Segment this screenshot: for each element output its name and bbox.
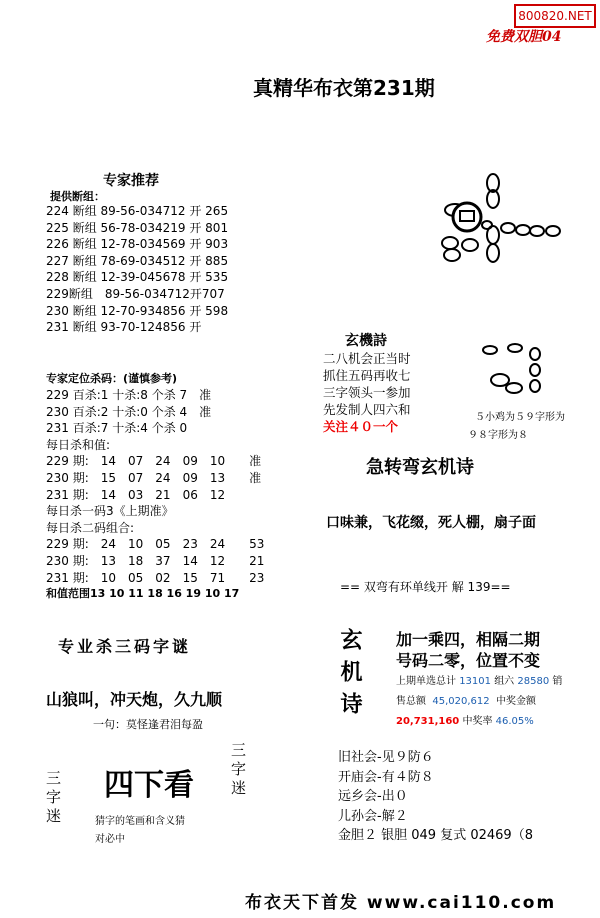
riddle-word-right: 三字迷 [229,742,247,799]
list-item: 抓住五码再收七 [323,368,411,383]
img-text2: ９８字形为８ [468,430,528,441]
poem-line1: 加一乘四，相隔二期 [396,630,541,649]
stats-value: 45,020,612 [432,696,490,707]
list-item: 229 百杀:1 十杀:8 个杀 7 准 [46,388,212,402]
stats-value: 20,731,160 [396,716,460,727]
list-item: 229断组 89-56-034712开707 [46,286,225,301]
site-badge[interactable]: 800820.NET [514,4,596,28]
list-item: 每日杀一码3《上期准》 [46,504,174,519]
free-label: 免费双胆04 [486,29,562,45]
list-item: 儿孙会-解２ [338,808,408,824]
list-item: 金胆２ 银胆 049 复式 02469（8 [338,828,533,843]
list-item: 231 期: 14 03 21 06 12 [46,487,226,502]
list-item: 228 断组 12-39-045678 开 535 [46,270,229,285]
stats-value: 28580 [517,676,550,687]
expert-sub: 提供断组： [50,190,105,203]
list-item: 231 期: 10 05 02 15 71 23 [46,570,265,585]
list-item: 每日杀二码组合: [46,520,135,535]
footer: 布衣天下首发 www.cai110.com [245,893,557,913]
list-item: 225 断组 56-78-034219 开 801 [46,220,229,235]
list-item: 226 断组 12-78-034569 开 903 [46,237,229,252]
mystic-title: 玄機詩 [345,333,387,349]
list-item: 229 期: 24 10 05 23 24 53 [46,537,265,552]
kill-list [46,386,264,602]
list-item: 230 百杀:2 十杀:0 个杀 4 准 [46,404,212,419]
list-item: 二八机会正当时 [323,351,411,366]
stats-label: 中奖率 [462,716,493,727]
list-item: 230 断组 12-70-934856 开 598 [46,303,229,318]
proverb-list [338,748,533,846]
stats-label: 销 [552,676,563,687]
riddle-hint2: 对必中 [95,834,125,845]
list-item: 每日杀和值: [46,437,111,452]
stats-label: 上期单选总计 [396,676,456,687]
list-item: 231 百杀:7 十杀:4 个杀 0 [46,421,188,436]
list-item: 三字领头一参加 [323,385,411,400]
list-item: 230 期: 13 18 37 14 12 21 [46,553,265,568]
riddle-main: 山狼叫，冲天炮，久九顺 [46,690,223,709]
abacus-illustration [425,165,565,275]
list-item: 远乡会-出０ [338,789,408,804]
mystic-lines [323,350,411,435]
stats-label: 售总额 [396,696,426,707]
list-item: 开庙会-有４防８ [338,769,434,785]
stats-row3 [396,712,534,727]
stats-row1 [396,672,562,687]
list-item: 229 期: 14 07 24 09 10 准 [46,454,262,469]
pieces-illustration [480,340,560,400]
riddle-big: 四下看 [104,768,194,803]
list-item: 先发制人四六和 [323,402,411,417]
riddle-hint1: 猜字的笔画和含义猜 [95,816,185,827]
poem-vertical: 玄机诗 [337,628,362,724]
expert-list [46,202,228,335]
list-item: 224 断组 89-56-034712 开 265 [46,204,229,218]
turn-text: 口味兼，飞花缀，死人棚，扇子面 [326,515,536,531]
list-item: 旧社会-见９防６ [338,750,434,765]
img-text1: ５小鸡为５９字形为 [475,412,565,423]
follow-note: 关注４０一个 [323,419,399,434]
stats-label: 组六 [494,676,515,687]
stats-value: 13101 [459,676,491,687]
stats-label: 中奖金额 [495,696,536,707]
list-item: 227 断组 78-69-034512 开 885 [46,253,229,268]
kill-heading: 专家定位杀码：(谨慎参考) [46,372,178,385]
riddle-heading: 专业杀三码字谜 [58,637,192,656]
stats-value: 46.05% [495,716,534,727]
turn-title: 急转弯玄机诗 [366,457,474,478]
list-item: 和值范围13 10 11 18 16 19 10 17 [46,587,240,601]
page-title: 真精华布衣第231期 [253,76,435,100]
stats-row2 [396,692,536,707]
riddle-word-left: 三字迷 [44,770,62,827]
riddle-line: 一句：莫怪逢君泪每盈 [93,718,203,731]
poem-line2: 号码二零，位置不变 [396,651,541,670]
expert-heading: 专家推荐 [103,173,159,189]
turn-bottom: == 双弯有环单线开 解 139== [340,580,511,594]
list-item: 231 断组 93-70-124856 开 [46,320,202,335]
list-item: 230 期: 15 07 24 09 13 准 [46,470,262,485]
